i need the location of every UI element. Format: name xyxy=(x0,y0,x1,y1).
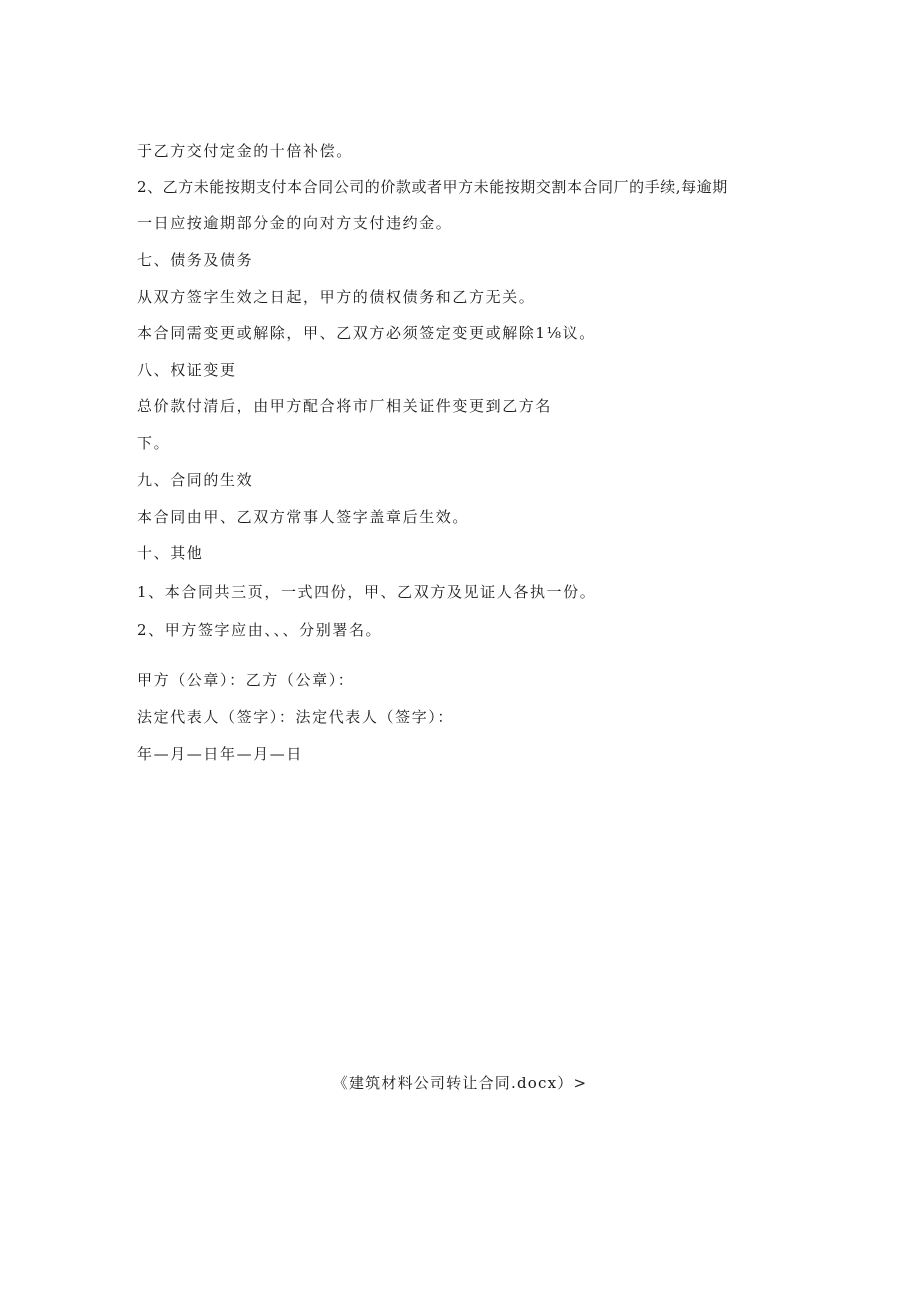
signature-line: 甲方（公章）：乙方（公章）： xyxy=(137,671,355,689)
paragraph-line: 从双方签字生效之日起，甲方的债权债务和乙方无关。 xyxy=(137,288,536,306)
paragraph-line: 2、甲方签字应由、、、分别署名。 xyxy=(137,621,383,639)
paragraph-line: 于乙方交付定金的十倍补偿。 xyxy=(137,142,353,160)
section-heading: 十、其他 xyxy=(137,544,204,562)
section-heading: 七、债务及债务 xyxy=(137,251,254,269)
paragraph-line: 2、乙方未能按期支付本合同公司的价款或者甲方未能按期交割本合同厂的手续,每逾期 xyxy=(137,178,728,196)
paragraph-line: 下。 xyxy=(137,434,171,452)
document-footer: 《建筑材料公司转让合同.docx）> xyxy=(332,1074,588,1092)
section-heading: 八、权证变更 xyxy=(137,361,237,379)
paragraph-line: 本合同由甲、乙双方常事人签字盖章后生效。 xyxy=(137,508,470,526)
paragraph-line: 1、本合同共三页，一式四份，甲、乙双方及见证人各执一份。 xyxy=(137,583,597,601)
section-heading: 九、合同的生效 xyxy=(137,471,254,489)
paragraph-line: 本合同需变更或解除，甲、乙双方必须签定变更或解除1⅛议。 xyxy=(137,324,596,342)
paragraph-line: 总价款付清后，由甲方配合将市厂相关证件变更到乙方名 xyxy=(137,397,553,415)
signature-line: 法定代表人（签字）：法定代表人（签字）： xyxy=(137,708,455,726)
date-line: 年—月—日年—月—日 xyxy=(137,745,304,763)
paragraph-line: 一日应按逾期部分金的向对方支付违约金。 xyxy=(137,214,453,232)
